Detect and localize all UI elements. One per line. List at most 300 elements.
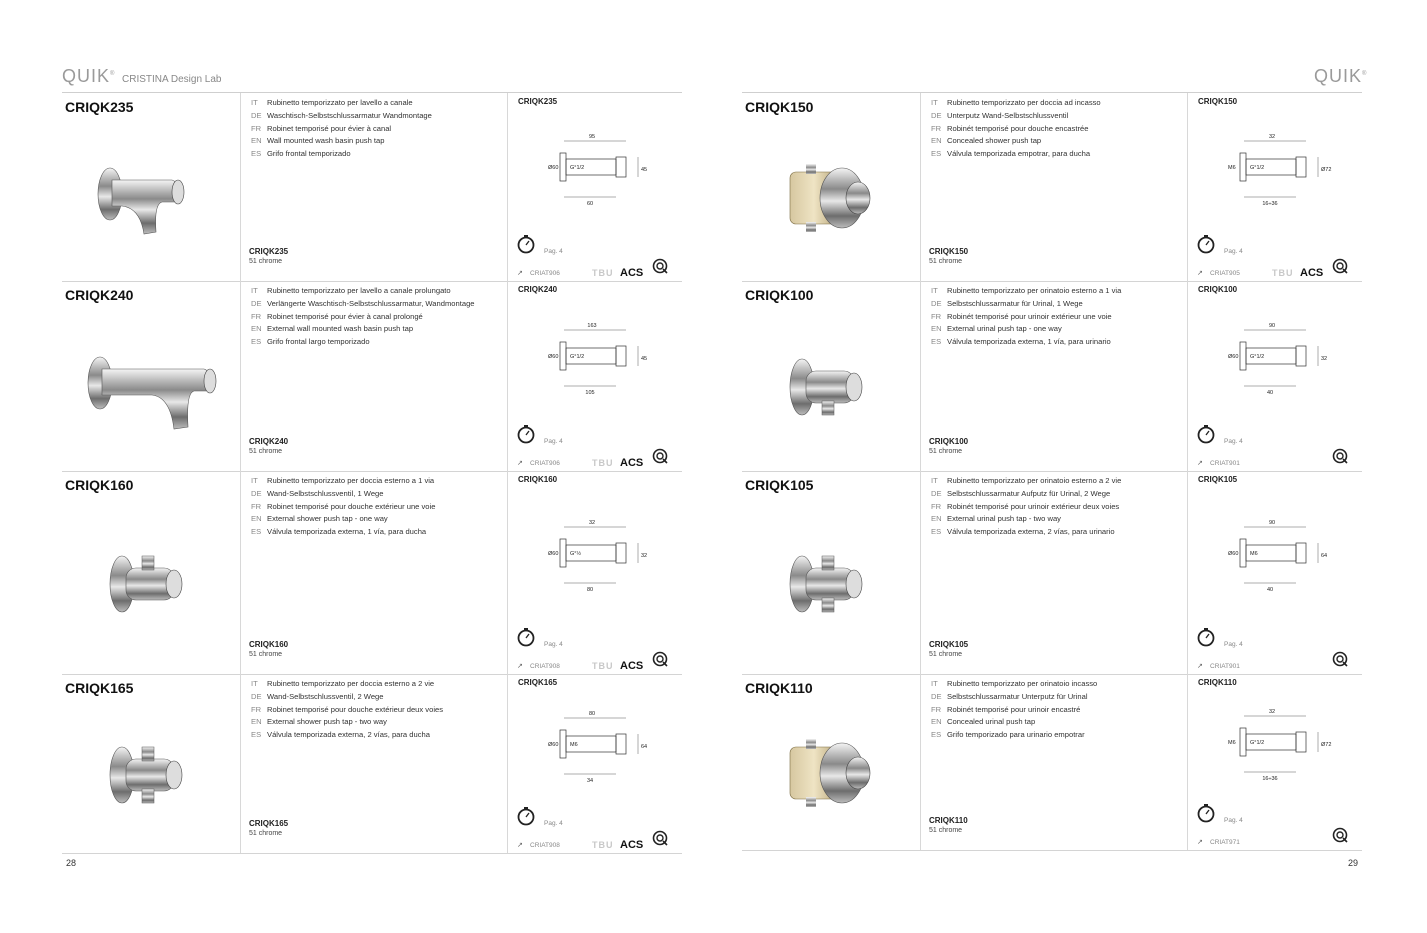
finish-name: 51 chrome — [249, 448, 283, 455]
description-text: Robinet temporisé pour douche extérieur une voie — [267, 501, 436, 511]
certification-icon — [652, 448, 668, 464]
timer-icon — [516, 806, 536, 826]
dimension-label: 32 — [588, 520, 596, 526]
technical-drawing — [546, 511, 656, 601]
drawing-box — [1226, 314, 1336, 409]
timer-box — [1196, 424, 1216, 449]
description-item — [931, 135, 1187, 148]
language-code: ES — [931, 527, 942, 537]
description-text: Concealed shower push tap — [947, 136, 1042, 146]
timer-box — [516, 806, 536, 831]
product-code: CRIQK105 — [745, 477, 814, 493]
description-item — [251, 704, 507, 717]
dimension-label: Ø60 — [548, 165, 559, 171]
drawing-box — [546, 511, 656, 606]
description-text: Verlängerte Waschtisch-Selbstschlussarmatur, Wandmontage — [267, 298, 475, 308]
language-code: IT — [931, 476, 938, 485]
technical-column — [1187, 674, 1363, 850]
finish-name: 51 chrome — [929, 827, 963, 834]
language-code: EN — [251, 514, 262, 524]
accessory-ref: CRIAT906 — [530, 460, 560, 467]
cert-box — [1332, 258, 1348, 279]
description-list — [921, 674, 1187, 742]
product-photo-box — [762, 331, 902, 446]
language-code: FR — [931, 501, 942, 511]
description-text: Selbstschlussarmatur für Urinal, 1 Wege — [947, 298, 1083, 308]
tbu-badge: TBU — [1272, 268, 1294, 278]
dimension-label: 105 — [585, 390, 595, 396]
accessory-ref: CRIAT901 — [1210, 663, 1240, 670]
description-list — [241, 93, 507, 161]
technical-code: CRIQK235 — [518, 97, 558, 106]
description-list — [921, 93, 1187, 161]
description-item — [251, 97, 507, 110]
description-column — [240, 674, 507, 853]
technical-column — [507, 93, 683, 281]
left-header — [62, 66, 682, 93]
description-text: Wall mounted wash basin push tap — [267, 136, 385, 146]
quik-logo-right: QUIK® — [1314, 66, 1368, 86]
dimension-label: 34 — [586, 778, 594, 784]
description-item — [251, 475, 507, 488]
timer-icon — [516, 234, 536, 254]
dimension-label: Ø60 — [1228, 551, 1239, 557]
description-text: Rubinetto temporizzato per doccia ad incasso — [947, 98, 1101, 107]
finish-code: CRIQK165 — [249, 819, 289, 828]
description-item — [931, 110, 1187, 123]
arrow-icon: ↗ — [517, 842, 523, 849]
language-code: ES — [251, 730, 262, 740]
cert-box — [1332, 827, 1348, 848]
description-list — [921, 281, 1187, 349]
description-item — [931, 716, 1187, 729]
drawing-box — [1226, 511, 1336, 606]
accessory-ref: CRIAT905 — [1210, 270, 1240, 277]
language-code: EN — [931, 136, 942, 146]
dimension-label: Ø60 — [548, 354, 559, 360]
product-photo — [82, 331, 222, 441]
dimension-label: 16÷36 — [1262, 201, 1278, 207]
brand-subtitle: CRISTINA Design Lab — [122, 74, 222, 85]
language-code: IT — [251, 679, 258, 688]
product-photo — [82, 719, 222, 829]
dimension-label: 45 — [641, 356, 648, 362]
product-row — [742, 471, 1362, 675]
technical-code: CRIQK240 — [518, 285, 558, 294]
description-item — [931, 323, 1187, 336]
description-column — [240, 471, 507, 674]
description-item — [931, 298, 1187, 311]
description-item — [931, 488, 1187, 501]
dimension-label: G°1/2 — [570, 354, 585, 360]
dimension-label: 64 — [1321, 553, 1328, 559]
finish-code: CRIQK150 — [929, 247, 969, 256]
timer-box — [1196, 627, 1216, 652]
dimension-label: M6 — [570, 742, 578, 748]
page-ref: Pag. 4 — [1224, 817, 1243, 824]
tbu-badge: TBU — [592, 661, 614, 671]
language-code: IT — [251, 476, 258, 485]
description-item — [931, 311, 1187, 324]
acs-badge: ACS — [1300, 267, 1324, 279]
finish-block — [249, 247, 288, 265]
arrow-icon: ↗ — [1197, 839, 1203, 846]
technical-code: CRIQK105 — [1198, 475, 1238, 484]
product-code: CRIQK235 — [65, 99, 134, 115]
product-row — [62, 471, 682, 675]
page-ref: Pag. 4 — [544, 248, 563, 255]
description-text: Robinét temporisé pour douche encastrée — [947, 123, 1089, 133]
cert-box — [1332, 448, 1348, 469]
technical-column — [1187, 281, 1363, 471]
product-photo-box — [762, 717, 902, 832]
description-item — [251, 691, 507, 704]
dimension-label: Ø60 — [548, 742, 559, 748]
description-item — [251, 336, 507, 349]
timer-icon — [516, 424, 536, 444]
description-text: Grifo temporizado para urinario empotrar — [947, 730, 1085, 740]
technical-column — [1187, 471, 1363, 674]
product-row — [62, 93, 682, 282]
arrow-icon: ↗ — [517, 460, 523, 467]
description-text: Robinet temporisé pour évier à canal — [267, 123, 392, 133]
dimension-label: G°½ — [570, 551, 582, 557]
cert-box — [652, 448, 668, 469]
product-photo-box — [762, 528, 902, 643]
drawing-box — [546, 702, 656, 797]
dimension-label: 60 — [586, 201, 594, 207]
product-code: CRIQK150 — [745, 99, 814, 115]
timer-icon — [516, 627, 536, 647]
technical-column — [507, 471, 683, 674]
page-ref: Pag. 4 — [544, 820, 563, 827]
language-code: DE — [251, 110, 262, 120]
description-item — [931, 148, 1187, 161]
product-photo — [82, 528, 222, 638]
product-row — [742, 93, 1362, 282]
finish-code: CRIQK160 — [249, 640, 289, 649]
finish-block — [929, 816, 968, 834]
right-header — [742, 66, 1368, 93]
drawing-box — [1226, 125, 1336, 220]
finish-block — [249, 437, 288, 455]
technical-code: CRIQK160 — [518, 475, 558, 484]
accessory-ref: CRIAT908 — [530, 842, 560, 849]
description-item — [931, 475, 1187, 488]
description-text: Rubinetto temporizzato per orinatoio incasso — [947, 679, 1098, 688]
product-code: CRIQK165 — [65, 680, 134, 696]
dimension-label: 32 — [641, 553, 648, 559]
language-code: IT — [931, 286, 938, 295]
description-column — [920, 471, 1187, 674]
description-text: External urinal push tap - one way — [947, 324, 1062, 334]
dimension-label: 32 — [1268, 709, 1276, 715]
accessory-ref: CRIAT906 — [530, 270, 560, 277]
quik-logo: QUIK® — [62, 66, 116, 86]
product-code: CRIQK100 — [745, 287, 814, 303]
description-text: Rubinetto temporizzato per lavello a canale — [267, 98, 413, 107]
description-list — [241, 471, 507, 539]
description-column — [240, 281, 507, 471]
description-item — [251, 123, 507, 136]
description-text: Rubinetto temporizzato per orinatoio esterno a 1 via — [947, 286, 1122, 295]
product-photo-box — [762, 142, 902, 257]
language-code: ES — [931, 337, 942, 347]
arrow-icon: ↗ — [1197, 270, 1203, 277]
description-text: External urinal push tap - two way — [947, 514, 1061, 524]
drawing-box — [546, 125, 656, 220]
certification-icon — [652, 651, 668, 667]
description-item — [931, 678, 1187, 691]
page-number-right: 29 — [1348, 858, 1359, 868]
certification-icon — [652, 258, 668, 274]
description-item — [251, 716, 507, 729]
technical-drawing — [1226, 125, 1336, 215]
dimension-label: 80 — [586, 587, 594, 593]
description-item — [251, 729, 507, 742]
language-code: IT — [931, 679, 938, 688]
description-item — [931, 526, 1187, 539]
description-item — [251, 526, 507, 539]
cert-box — [652, 651, 668, 672]
description-column — [920, 281, 1187, 471]
finish-name: 51 chrome — [249, 651, 283, 658]
arrow-icon: ↗ — [517, 270, 523, 277]
dimension-label: G°1/2 — [570, 165, 585, 171]
finish-name: 51 chrome — [249, 258, 283, 265]
timer-box — [516, 627, 536, 652]
description-list — [241, 281, 507, 349]
technical-drawing — [1226, 700, 1336, 790]
description-item — [931, 704, 1187, 717]
language-code: EN — [251, 136, 262, 146]
technical-code: CRIQK110 — [1198, 678, 1237, 687]
description-text: Rubinetto temporizzato per doccia esterno a 2 vie — [267, 679, 435, 688]
description-item — [251, 311, 507, 324]
product-code: CRIQK240 — [65, 287, 134, 303]
description-text: Rubinetto temporizzato per doccia esterno a 1 via — [267, 476, 435, 485]
description-item — [931, 691, 1187, 704]
language-code: ES — [251, 149, 262, 159]
technical-column — [1187, 93, 1363, 281]
product-photo — [762, 528, 902, 638]
dimension-label: G°1/2 — [1250, 165, 1265, 171]
finish-code: CRIQK110 — [929, 816, 968, 825]
finish-block — [249, 819, 288, 837]
language-code: EN — [251, 717, 262, 727]
dimension-label: 40 — [1266, 390, 1274, 396]
product-photo — [762, 717, 902, 827]
page-ref: Pag. 4 — [544, 438, 563, 445]
description-item — [251, 285, 507, 298]
timer-box — [516, 234, 536, 259]
description-item — [251, 148, 507, 161]
drawing-box — [1226, 700, 1336, 795]
description-item — [931, 729, 1187, 742]
description-text: Robinét temporisé pour urinoir encastré — [947, 704, 1081, 714]
certification-icon — [652, 830, 668, 846]
arrow-icon: ↗ — [517, 663, 523, 670]
language-code: DE — [251, 691, 262, 701]
product-photo-box — [82, 142, 222, 257]
dimension-label: M6 — [1228, 740, 1236, 746]
acs-badge: ACS — [620, 267, 644, 279]
technical-drawing — [546, 125, 656, 215]
description-text: Válvula temporizada externa, 2 vías, para ducha — [267, 730, 430, 740]
description-text: Wand-Selbstschlussventil, 2 Wege — [267, 691, 384, 701]
description-item — [931, 285, 1187, 298]
dimension-label: 90 — [1268, 520, 1276, 526]
timer-box — [1196, 234, 1216, 259]
page-number-left: 28 — [66, 858, 77, 868]
description-text: Robinét temporisé pour urinoir extérieur deux voies — [947, 501, 1120, 511]
dimension-label: M6 — [1250, 551, 1258, 557]
description-text: Robinét temporisé pour urinoir extérieur une voie — [947, 311, 1112, 321]
product-photo-box — [82, 528, 222, 643]
finish-code: CRIQK235 — [249, 247, 289, 256]
technical-drawing — [546, 702, 656, 792]
description-item — [251, 678, 507, 691]
dimension-label: 95 — [588, 134, 596, 140]
page-ref: Pag. 4 — [1224, 641, 1243, 648]
certification-icon — [1332, 827, 1348, 843]
finish-code: CRIQK100 — [929, 437, 969, 446]
cert-box — [652, 258, 668, 279]
language-code: FR — [931, 123, 942, 133]
product-photo-box — [82, 719, 222, 834]
description-text: Robinet temporisé pour douche extérieur deux voies — [267, 704, 444, 714]
description-item — [251, 501, 507, 514]
description-item — [251, 513, 507, 526]
dimension-label: 40 — [1266, 587, 1274, 593]
finish-block — [929, 247, 968, 265]
language-code: FR — [251, 501, 262, 511]
language-code: DE — [931, 298, 942, 308]
language-code: EN — [931, 514, 942, 524]
dimension-label: G°1/2 — [1250, 354, 1265, 360]
finish-name: 51 chrome — [249, 830, 283, 837]
technical-code: CRIQK165 — [518, 678, 558, 687]
product-row — [62, 281, 682, 472]
timer-icon — [1196, 627, 1216, 647]
language-code: IT — [931, 98, 938, 107]
description-text: Rubinetto temporizzato per orinatoio esterno a 2 vie — [947, 476, 1122, 485]
language-code: DE — [931, 691, 942, 701]
language-code: FR — [931, 704, 942, 714]
description-item — [251, 323, 507, 336]
dimension-label: Ø72 — [1321, 167, 1332, 173]
product-photo-box — [82, 331, 222, 446]
dimension-label: 45 — [641, 167, 648, 173]
language-code: FR — [931, 311, 942, 321]
acs-badge: ACS — [620, 839, 644, 851]
technical-column — [507, 674, 683, 853]
finish-name: 51 chrome — [929, 448, 963, 455]
product-photo — [762, 331, 902, 441]
arrow-icon: ↗ — [1197, 460, 1203, 467]
language-code: DE — [251, 488, 262, 498]
language-code: FR — [251, 123, 262, 133]
accessory-ref: CRIAT901 — [1210, 460, 1240, 467]
tbu-badge: TBU — [592, 840, 614, 850]
description-text: Selbstschlussarmatur Aufputz für Urinal, 2 Wege — [947, 488, 1111, 498]
description-item — [251, 110, 507, 123]
accessory-ref: CRIAT971 — [1210, 839, 1240, 846]
description-text: Rubinetto temporizzato per lavello a canale prolungato — [267, 286, 451, 295]
acs-badge: ACS — [620, 660, 644, 672]
language-code: IT — [251, 286, 258, 295]
finish-code: CRIQK105 — [929, 640, 969, 649]
certification-icon — [1332, 258, 1348, 274]
dimension-label: 32 — [1321, 356, 1328, 362]
tbu-badge: TBU — [592, 458, 614, 468]
description-column — [920, 93, 1187, 281]
description-item — [931, 123, 1187, 136]
arrow-icon: ↗ — [1197, 663, 1203, 670]
finish-block — [249, 640, 288, 658]
finish-name: 51 chrome — [929, 651, 963, 658]
product-row — [742, 674, 1362, 851]
product-row — [62, 674, 682, 854]
finish-block — [929, 640, 968, 658]
description-text: Válvula temporizada empotrar, para ducha — [947, 149, 1091, 159]
description-text: Robinet temporisé pour évier à canal prolongé — [267, 311, 423, 321]
language-code: FR — [251, 311, 262, 321]
finish-code: CRIQK240 — [249, 437, 289, 446]
description-text: External shower push tap - one way — [267, 514, 388, 524]
description-text: Válvula temporizada externa, 1 vía, para ducha — [267, 527, 427, 537]
description-text: External shower push tap - two way — [267, 717, 387, 727]
technical-column — [507, 281, 683, 471]
language-code: ES — [251, 337, 262, 347]
description-item — [251, 488, 507, 501]
timer-icon — [1196, 234, 1216, 254]
dimension-label: M6 — [1228, 165, 1236, 171]
timer-box — [516, 424, 536, 449]
technical-drawing — [1226, 314, 1336, 404]
description-column — [920, 674, 1187, 850]
product-photo — [762, 142, 902, 252]
language-code: EN — [251, 324, 262, 334]
description-text: Válvula temporizada externa, 1 vía, para urinario — [947, 337, 1111, 347]
description-item — [931, 501, 1187, 514]
technical-drawing — [1226, 511, 1336, 601]
description-text: Válvula temporizada externa, 2 vías, para urinario — [947, 527, 1115, 537]
dimension-label: 16÷36 — [1262, 776, 1278, 782]
certification-icon — [1332, 448, 1348, 464]
dimension-label: G°1/2 — [1250, 740, 1265, 746]
description-column — [240, 93, 507, 281]
description-item — [251, 135, 507, 148]
language-code: EN — [931, 324, 942, 334]
description-item — [931, 97, 1187, 110]
certification-icon — [1332, 651, 1348, 667]
language-code: DE — [251, 298, 262, 308]
description-list — [241, 674, 507, 742]
technical-drawing — [546, 314, 656, 404]
dimension-label: 32 — [1268, 134, 1276, 140]
description-text: Grifo frontal temporizado — [267, 149, 351, 159]
timer-icon — [1196, 424, 1216, 444]
page-ref: Pag. 4 — [1224, 248, 1243, 255]
page-ref: Pag. 4 — [1224, 438, 1243, 445]
product-photo — [82, 142, 222, 252]
dimension-label: Ø60 — [548, 551, 559, 557]
finish-block — [929, 437, 968, 455]
description-item — [931, 513, 1187, 526]
description-text: Wand-Selbstschlussventil, 1 Wege — [267, 488, 384, 498]
description-item — [251, 298, 507, 311]
